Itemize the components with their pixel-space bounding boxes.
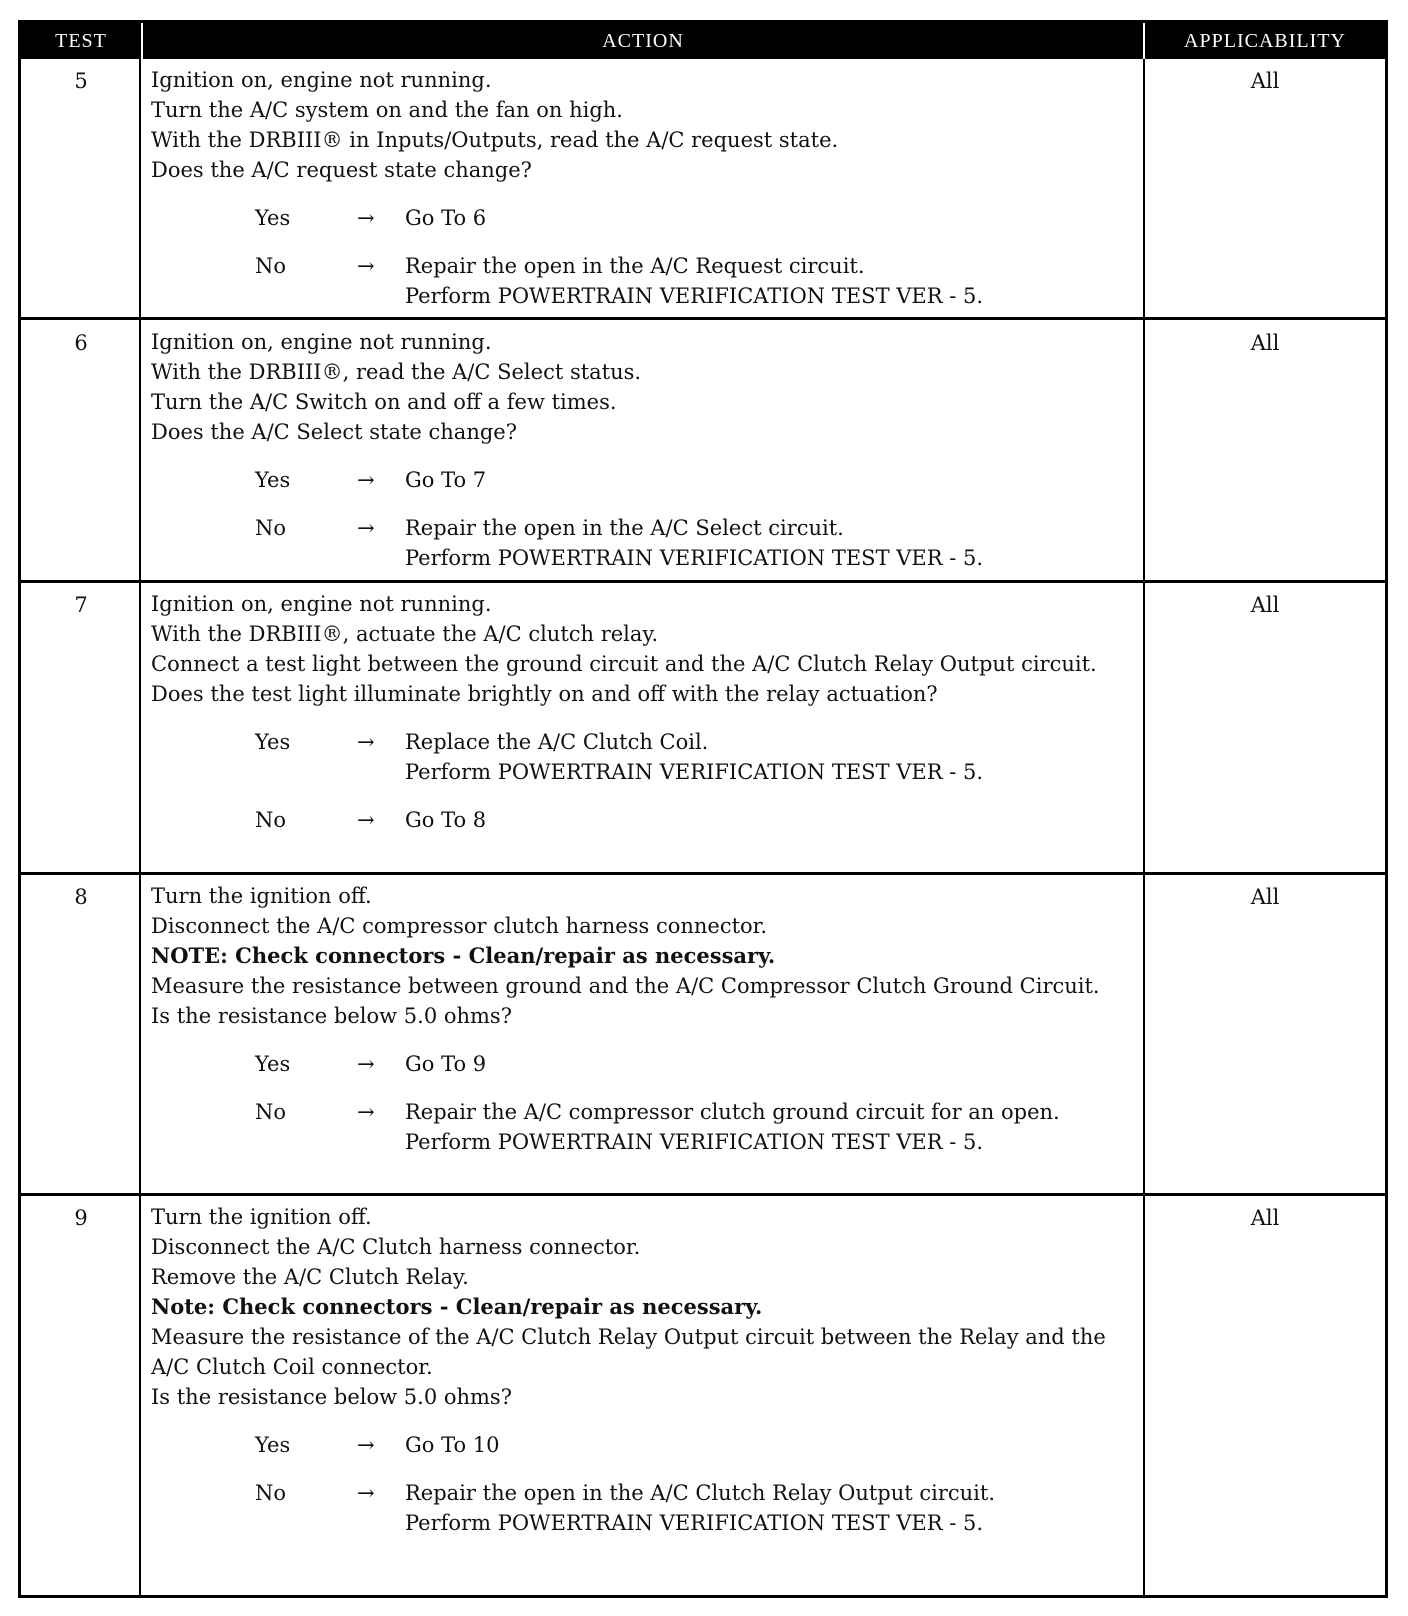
action-step: With the DRBIII®, actuate the A/C clutch relay. bbox=[151, 622, 659, 646]
row-divider bbox=[21, 317, 1385, 320]
action-step: Ignition on, engine not running. bbox=[151, 592, 492, 616]
applicability-value: All bbox=[1250, 331, 1280, 355]
action-step: Remove the A/C Clutch Relay. bbox=[151, 1265, 469, 1289]
no-result bbox=[405, 1478, 1141, 1538]
yes-option bbox=[151, 1430, 1141, 1460]
no-label: No bbox=[255, 808, 287, 832]
row-divider bbox=[21, 872, 1385, 875]
no-label: No bbox=[255, 1481, 287, 1505]
result-line: Repair the open in the A/C Clutch Relay Output circuit. bbox=[405, 1481, 995, 1505]
arrow-right-icon: → bbox=[357, 206, 375, 230]
yes-label: Yes bbox=[255, 468, 291, 492]
column-divider bbox=[139, 59, 141, 1595]
no-option bbox=[151, 805, 1141, 835]
action-step: Disconnect the A/C Clutch harness connector. bbox=[151, 1235, 641, 1259]
action-step: With the DRBIII®, read the A/C Select status. bbox=[151, 360, 642, 384]
yes-result bbox=[405, 465, 1141, 495]
no-label: No bbox=[255, 1100, 287, 1124]
result-line: Go To 10 bbox=[405, 1433, 500, 1457]
no-result bbox=[405, 251, 1141, 311]
test-number: 9 bbox=[74, 1206, 88, 1230]
result-line: Repair the open in the A/C Request circuit. bbox=[405, 254, 865, 278]
test-number: 8 bbox=[74, 885, 88, 909]
yes-label: Yes bbox=[255, 206, 291, 230]
header-applicability: APPLICABILITY bbox=[1145, 23, 1385, 59]
yes-label: Yes bbox=[255, 730, 291, 754]
action-step: Ignition on, engine not running. bbox=[151, 68, 492, 92]
arrow-right-icon: → bbox=[357, 1052, 375, 1076]
result-line: Perform POWERTRAIN VERIFICATION TEST VER - 5. bbox=[405, 1130, 984, 1154]
action-question: Is the resistance below 5.0 ohms? bbox=[151, 1385, 512, 1409]
no-result bbox=[405, 513, 1141, 573]
action-step: Disconnect the A/C compressor clutch harness connector. bbox=[151, 914, 768, 938]
yes-result bbox=[405, 1049, 1141, 1079]
arrow-right-icon: → bbox=[357, 468, 375, 492]
note-text: Note: Check connectors - Clean/repair as necessary. bbox=[151, 1294, 763, 1319]
row-divider bbox=[21, 1193, 1385, 1196]
applicability-value: All bbox=[1250, 1206, 1280, 1230]
result-line: Perform POWERTRAIN VERIFICATION TEST VER - 5. bbox=[405, 1511, 984, 1535]
arrow-right-icon: → bbox=[357, 1100, 375, 1124]
action-step: Turn the ignition off. bbox=[151, 1205, 372, 1229]
note-text: NOTE: Check connectors - Clean/repair as necessary. bbox=[151, 943, 776, 968]
result-line: Perform POWERTRAIN VERIFICATION TEST VER - 5. bbox=[405, 760, 984, 784]
no-option bbox=[151, 1478, 1141, 1538]
no-option bbox=[151, 513, 1141, 573]
yes-option bbox=[151, 203, 1141, 233]
no-label: No bbox=[255, 516, 287, 540]
yes-option bbox=[151, 727, 1141, 787]
result-line: Replace the A/C Clutch Coil. bbox=[405, 730, 709, 754]
no-result bbox=[405, 1097, 1141, 1157]
yes-result bbox=[405, 1430, 1141, 1460]
test-number: 5 bbox=[74, 69, 88, 93]
applicability-value: All bbox=[1250, 69, 1280, 93]
header-action: ACTION bbox=[143, 23, 1143, 59]
action-step: Measure the resistance of the A/C Clutch Relay Output circuit between the Relay and the A/C Clutch Coil connector. bbox=[151, 1325, 1106, 1379]
arrow-right-icon: → bbox=[357, 1433, 375, 1457]
result-line: Go To 9 bbox=[405, 1052, 487, 1076]
arrow-right-icon: → bbox=[357, 808, 375, 832]
action-step: Ignition on, engine not running. bbox=[151, 330, 492, 354]
action-cell bbox=[151, 1202, 1141, 1538]
arrow-right-icon: → bbox=[357, 254, 375, 278]
applicability-value: All bbox=[1250, 885, 1280, 909]
action-step: Turn the ignition off. bbox=[151, 884, 372, 908]
result-line: Perform POWERTRAIN VERIFICATION TEST VER - 5. bbox=[405, 284, 984, 308]
row-divider bbox=[21, 580, 1385, 583]
arrow-right-icon: → bbox=[357, 730, 375, 754]
result-line: Go To 7 bbox=[405, 468, 487, 492]
action-step: Measure the resistance between ground and the A/C Compressor Clutch Ground Circuit. bbox=[151, 974, 1100, 998]
yes-result bbox=[405, 203, 1141, 233]
action-step: With the DRBIII® in Inputs/Outputs, read the A/C request state. bbox=[151, 128, 839, 152]
yes-option bbox=[151, 465, 1141, 495]
diagnostic-test-table bbox=[18, 20, 1388, 1598]
action-step: Turn the A/C system on and the fan on high. bbox=[151, 98, 623, 122]
action-question: Does the A/C Select state change? bbox=[151, 420, 517, 444]
column-divider bbox=[1143, 59, 1145, 1595]
action-cell bbox=[151, 881, 1141, 1157]
yes-option bbox=[151, 1049, 1141, 1079]
action-step: Connect a test light between the ground circuit and the A/C Clutch Relay Output circuit. bbox=[151, 652, 1097, 676]
applicability-value: All bbox=[1250, 593, 1280, 617]
action-cell bbox=[151, 327, 1141, 573]
result-line: Go To 8 bbox=[405, 808, 487, 832]
action-step: Turn the A/C Switch on and off a few times. bbox=[151, 390, 617, 414]
action-cell bbox=[151, 589, 1141, 835]
yes-result bbox=[405, 727, 1141, 787]
test-number: 6 bbox=[74, 331, 88, 355]
result-line: Repair the A/C compressor clutch ground circuit for an open. bbox=[405, 1100, 1060, 1124]
action-question: Does the A/C request state change? bbox=[151, 158, 532, 182]
result-line: Go To 6 bbox=[405, 206, 487, 230]
header-test: TEST bbox=[21, 23, 141, 59]
no-option bbox=[151, 1097, 1141, 1157]
arrow-right-icon: → bbox=[357, 1481, 375, 1505]
action-question: Is the resistance below 5.0 ohms? bbox=[151, 1004, 512, 1028]
arrow-right-icon: → bbox=[357, 516, 375, 540]
yes-label: Yes bbox=[255, 1052, 291, 1076]
result-line: Perform POWERTRAIN VERIFICATION TEST VER - 5. bbox=[405, 546, 984, 570]
result-line: Repair the open in the A/C Select circuit. bbox=[405, 516, 844, 540]
no-label: No bbox=[255, 254, 287, 278]
test-number: 7 bbox=[74, 593, 88, 617]
action-question: Does the test light illuminate brightly on and off with the relay actuation? bbox=[151, 682, 938, 706]
action-cell bbox=[151, 65, 1141, 311]
no-result bbox=[405, 805, 1141, 835]
no-option bbox=[151, 251, 1141, 311]
yes-label: Yes bbox=[255, 1433, 291, 1457]
